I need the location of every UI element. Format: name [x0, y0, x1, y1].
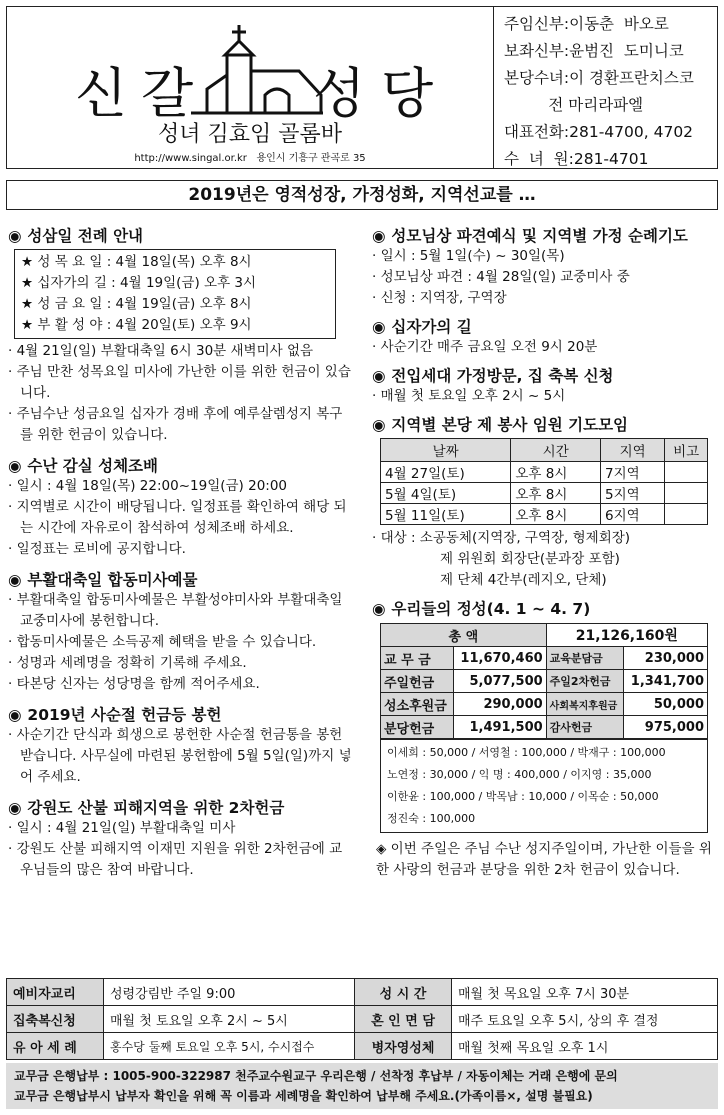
- footer-notice: [6, 1063, 718, 1109]
- list-item: · 강원도 산불 피해지역 이재민 지원을 위한 2차헌금에 교우님들의 많은 참여 바랍니다.: [8, 841, 343, 878]
- table-cell: 매월 첫 목요일 오후 7시 30분: [452, 979, 718, 1006]
- table-cell: 성 시 간: [355, 979, 452, 1006]
- section-title: [8, 703, 354, 725]
- table-cell: 11,670,460: [453, 647, 546, 670]
- bullet-circle-icon: ◉: [8, 227, 22, 245]
- section-title: [8, 796, 354, 818]
- donor-line: 노연정 : 30,000 / 익 명 : 400,000 / 이지영 : 35,000: [387, 768, 652, 781]
- section-triduum: [8, 224, 354, 446]
- church-web-address: [7, 149, 493, 164]
- table-cell: 주일헌금: [381, 670, 454, 693]
- target-line: · 대상 : 소공동체(지역장, 구역장, 형제회장): [372, 530, 631, 546]
- table-cell: 5월 4일(토): [381, 483, 511, 504]
- table-cell: 분당헌금: [381, 716, 454, 739]
- left-column: [8, 224, 354, 885]
- table-header: 비고: [665, 439, 708, 462]
- staff-line: 전 마리라파엘: [504, 96, 644, 114]
- table-cell: [665, 462, 708, 483]
- section-title-text: 우리들의 정성(4. 1 ~ 4. 7): [391, 600, 591, 618]
- table-cell: 유 아 세 례: [7, 1033, 104, 1060]
- bullet-circle-icon: ◉: [372, 227, 386, 245]
- section-offerings: [372, 597, 716, 881]
- schedule-item: ★ 십자가의 길 : 4월 19일(금) 오후 3시: [21, 275, 257, 291]
- table-cell: 오후 8시: [511, 462, 601, 483]
- footer-line: 교무금 은행납부 : 1005-900-322987 천주교수원교구 우리은행 / 선착정 후납부 / 자동이체는 거래 은행에 문의: [14, 1069, 618, 1083]
- note-item: · 4월 21일(일) 부활대축일 6시 30분 새벽미사 없음: [8, 343, 314, 359]
- bullet-circle-icon: ◉: [8, 706, 22, 724]
- target-line: 제 단체 4간부(레지오, 단체): [440, 572, 607, 588]
- schedule-item: ★ 성 금 요 일 : 4월 19일(금) 오후 8시: [21, 296, 252, 312]
- title-char-2: 갈: [141, 62, 196, 125]
- table-cell: 매월 첫 토요일 오후 2시 ~ 5시: [104, 1006, 355, 1033]
- donor-line: 정진숙 : 100,000: [387, 812, 476, 825]
- table-cell: [665, 504, 708, 525]
- note-item: · 주님수난 성금요일 십자가 경배 후에 예루살렘성지 복구를 위한 헌금이 있습니다.: [8, 406, 343, 443]
- table-cell: 매주 토요일 오후 5시, 상의 후 결정: [452, 1006, 718, 1033]
- table-cell: [665, 483, 708, 504]
- table-row: [381, 693, 708, 716]
- title-char-4: 당: [381, 62, 436, 125]
- section-title-text: 성모님상 파견예식 및 지역별 가정 순례기도: [391, 227, 688, 245]
- list-item: · 합동미사예물은 소득공제 혜택을 받을 수 있습니다.: [8, 634, 317, 650]
- table-row: [381, 483, 708, 504]
- section-title: [372, 315, 716, 337]
- table-cell: 230,000: [624, 647, 708, 670]
- list-item: · 사순기간 매주 금요일 오전 9시 20분: [372, 339, 598, 355]
- donor-line: 이한윤 : 100,000 / 박목남 : 10,000 / 이목순 : 50,000: [387, 790, 659, 803]
- section-wildfire-collection: [8, 796, 354, 881]
- table-cell: 병자영성체: [355, 1033, 452, 1060]
- yearly-motto-banner: 2019년은 영적성장, 가정성화, 지역선교를 …: [6, 180, 718, 210]
- table-header: 날짜: [381, 439, 511, 462]
- donor-list: [380, 739, 708, 833]
- table-cell: 4월 27일(토): [381, 462, 511, 483]
- table-cell: 오후 8시: [511, 483, 601, 504]
- section-mary-pilgrimage: [372, 224, 716, 309]
- table-row: [7, 1006, 718, 1033]
- staff-line: 대표전화:281-4700, 4702: [504, 123, 694, 141]
- list-item: · 매월 첫 토요일 오후 2시 ~ 5시: [372, 388, 566, 404]
- section-title: [8, 568, 354, 590]
- header-masthead: [6, 6, 494, 169]
- table-cell: 5지역: [601, 483, 665, 504]
- section-title: [372, 413, 716, 435]
- table-cell: 성소후원금: [381, 693, 454, 716]
- table-row: [7, 1033, 718, 1060]
- table-cell: 사회복지후원금: [546, 693, 624, 716]
- prayer-meeting-table: [380, 438, 708, 525]
- list-item: · 타본당 신자는 성당명을 함께 적어주세요.: [8, 676, 260, 692]
- section-title: [8, 454, 354, 476]
- list-item: · 일시 : 5월 1일(수) ~ 30일(목): [372, 248, 565, 264]
- section-title-text: 수난 감실 성체조배: [27, 457, 158, 475]
- donor-line: 이세희 : 50,000 / 서영철 : 100,000 / 박재구 : 100,000: [387, 746, 666, 759]
- section-lent-offering: [8, 703, 354, 788]
- table-cell: 감사헌금: [546, 716, 624, 739]
- section-house-blessing: [372, 364, 716, 407]
- list-item: · 일정표는 로비에 공지합니다.: [8, 541, 186, 557]
- table-cell: 혼 인 면 담: [355, 1006, 452, 1033]
- section-stations-of-cross: [372, 315, 716, 358]
- list-item: · 성모님상 파견 : 4월 28일(일) 교중미사 중: [372, 269, 630, 285]
- section-title: [8, 224, 354, 246]
- total-value: 21,126,160원: [546, 624, 707, 647]
- target-line: 제 위원회 회장단(분과장 포함): [440, 551, 620, 567]
- list-item: · 성명과 세례명을 정확히 기록해 주세요.: [8, 655, 247, 671]
- website-url[interactable]: http://www.singal.or.kr: [134, 153, 247, 164]
- section-adoration: [8, 454, 354, 560]
- title-char-3: 성: [313, 62, 368, 125]
- section-title-text: 지역별 본당 제 봉사 임원 기도모임: [391, 416, 629, 434]
- triduum-schedule-box: [14, 249, 336, 339]
- section-title: [372, 364, 716, 386]
- table-cell: 매월 첫째 목요일 오후 1시: [452, 1033, 718, 1060]
- total-row: [381, 624, 708, 647]
- schedule-item: ★ 부 활 성 야 : 4월 20일(토) 오후 9시: [21, 317, 252, 333]
- offerings-table: [380, 623, 708, 739]
- bullet-circle-icon: ◉: [372, 600, 386, 618]
- table-cell: 7지역: [601, 462, 665, 483]
- table-header: 지역: [601, 439, 665, 462]
- section-title: [372, 597, 716, 619]
- bullet-circle-icon: ◉: [372, 416, 386, 434]
- table-cell: 975,000: [624, 716, 708, 739]
- table-cell: 50,000: [624, 693, 708, 716]
- table-cell: 290,000: [453, 693, 546, 716]
- bullet-circle-icon: ◉: [8, 457, 22, 475]
- info-table: [6, 978, 718, 1060]
- section-title: [372, 224, 716, 246]
- table-cell: 성령강림반 주일 9:00: [104, 979, 355, 1006]
- section-title-text: 2019년 사순절 헌금등 봉헌: [27, 706, 222, 724]
- title-char-1: 신: [75, 62, 130, 125]
- staff-info: [494, 6, 718, 169]
- table-cell: 6지역: [601, 504, 665, 525]
- table-cell: 주일2차헌금: [546, 670, 624, 693]
- section-title-text: 부활대축일 합동미사예물: [27, 571, 198, 589]
- table-cell: 오후 8시: [511, 504, 601, 525]
- footer-line: 교무금 은행납부시 납부자 확인을 위해 꼭 이름과 세례명을 확인하여 납부해 주세요.(가족이름×, 설명 불필요): [14, 1089, 593, 1103]
- table-row: [381, 647, 708, 670]
- total-label: 총 액: [381, 624, 547, 647]
- list-item: · 일시 : 4월 18일(목) 22:00~19일(금) 20:00: [8, 478, 288, 494]
- table-row: [381, 670, 708, 693]
- table-cell: 1,341,700: [624, 670, 708, 693]
- table-cell: 1,491,500: [453, 716, 546, 739]
- table-cell: 교육분담금: [546, 647, 624, 670]
- list-item: · 사순기간 단식과 희생으로 봉헌한 사순절 헌금통을 봉헌 받습니다. 사무실에 마련된 봉헌함에 5월 5일(일)까지 넣어 주세요.: [8, 727, 352, 785]
- section-title-text: 강원도 산불 피해지역을 위한 2차헌금: [27, 799, 285, 817]
- church-logo-icon: [189, 23, 325, 117]
- sunday-note: ◈ 이번 주일은 주님 수난 성지주일이며, 가난한 이들을 위한 사랑의 헌금과 분당을 위한 2차 헌금이 있습니다.: [376, 841, 712, 878]
- table-row: [381, 504, 708, 525]
- staff-line: 주임신부:이동춘 바오로: [504, 15, 669, 33]
- staff-list: [494, 7, 717, 173]
- staff-line: 본당수녀:이 경환프란치스코: [504, 69, 694, 87]
- table-row: [381, 462, 708, 483]
- list-item: · 부활대축일 합동미사예물은 부활성야미사와 부활대축일 교중미사에 봉헌합니다.: [8, 592, 343, 629]
- note-item: · 주님 만찬 성목요일 미사에 가난한 이를 위한 헌금이 있습니다.: [8, 364, 351, 401]
- table-header-row: [381, 439, 708, 462]
- table-cell: 홍수당 둘째 토요일 오후 5시, 수시접수: [104, 1033, 355, 1060]
- staff-line: 수 녀 원:281-4701: [504, 150, 649, 168]
- church-address: 용인시 기흥구 관곡로 35: [256, 153, 366, 164]
- section-title-text: 성삼일 전례 안내: [27, 227, 144, 245]
- right-column: [372, 224, 716, 885]
- schedule-item: ★ 성 목 요 일 : 4월 18일(목) 오후 8시: [21, 254, 252, 270]
- table-cell: 교 무 금: [381, 647, 454, 670]
- section-prayer-meeting: [372, 413, 716, 591]
- church-subtitle: 성녀 김효임 골롬바: [157, 122, 342, 147]
- bullet-circle-icon: ◉: [8, 799, 22, 817]
- bullet-circle-icon: ◉: [372, 318, 386, 336]
- bullet-circle-icon: ◉: [8, 571, 22, 589]
- table-row: [7, 979, 718, 1006]
- table-cell: 예비자교리: [7, 979, 104, 1006]
- section-title-text: 십자가의 길: [391, 318, 472, 336]
- table-row: [381, 716, 708, 739]
- table-cell: 집축복신청: [7, 1006, 104, 1033]
- table-cell: 5월 11일(토): [381, 504, 511, 525]
- section-title-text: 전입세대 가정방문, 집 축복 신청: [391, 367, 614, 385]
- staff-line: 보좌신부:윤범진 도미니코: [504, 42, 684, 60]
- section-mass-offering: [8, 568, 354, 695]
- table-header: 시간: [511, 439, 601, 462]
- bullet-circle-icon: ◉: [372, 367, 386, 385]
- list-item: · 지역별로 시간이 배당됩니다. 일정표를 확인하여 해당 되는 시간에 자유로이 참석하여 성체조배 하세요.: [8, 499, 347, 536]
- list-item: · 일시 : 4월 21일(일) 부활대축일 미사: [8, 820, 236, 836]
- list-item: · 신청 : 지역장, 구역장: [372, 290, 507, 306]
- table-cell: 5,077,500: [453, 670, 546, 693]
